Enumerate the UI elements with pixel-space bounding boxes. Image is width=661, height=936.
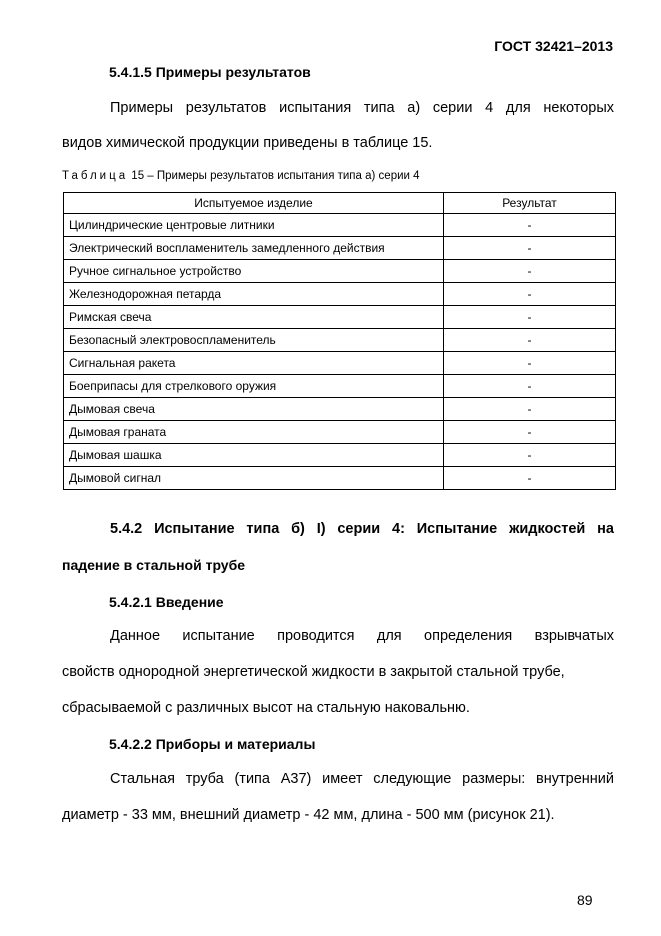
standard-number: ГОСТ 32421–2013 [494,38,613,54]
table-caption [62,170,420,182]
table-row [64,283,616,306]
item-cell: Сигнальная ракета [64,352,444,375]
result-cell: - [444,283,616,306]
item-cell: Дымовая свеча [64,398,444,421]
item-cell: Цилиндрические центровые литники [64,214,444,237]
result-cell: - [444,214,616,237]
result-cell: - [444,352,616,375]
item-cell: Железнодорожная петарда [64,283,444,306]
table-row [64,398,616,421]
table-body [64,214,616,490]
table-row [64,260,616,283]
item-cell: Римская свеча [64,306,444,329]
table-row [64,375,616,398]
table-row [64,467,616,490]
table-header-row [64,193,616,214]
item-cell: Дымовой сигнал [64,467,444,490]
item-cell: Дымовая граната [64,421,444,444]
result-cell: - [444,329,616,352]
paragraph-line: видов химической продукции приведены в таблице 15. [62,135,433,151]
item-cell: Боеприпасы для стрелкового оружия [64,375,444,398]
result-cell: - [444,260,616,283]
paragraph-line: Примеры результатов испытания типа а) серии 4 для некоторых [110,100,614,116]
caption-text: 15 – Примеры результатов испытания типа а) серии 4 [131,170,420,182]
result-cell: - [444,306,616,329]
paragraph-line: Данное испытание проводится для определения взрывчатых [110,628,614,644]
table-row [64,421,616,444]
item-cell: Безопасный электровоспламенитель [64,329,444,352]
result-cell: - [444,237,616,260]
heading-5-4-2-1: 5.4.2.1 Введение [109,594,224,610]
page-number: 89 [577,892,593,908]
heading-5-4-1-5: 5.4.1.5 Примеры результатов [109,64,311,80]
table-row [64,306,616,329]
table-row [64,444,616,467]
paragraph-line: свойств однородной энергетической жидкости в закрытой стальной трубе, [62,664,565,680]
item-cell: Дымовая шашка [64,444,444,467]
result-cell: - [444,398,616,421]
heading-5-4-2-2: 5.4.2.2 Приборы и материалы [109,736,316,752]
result-cell: - [444,375,616,398]
heading-5-4-2-line: 5.4.2 Испытание типа б) I) серии 4: Испытание жидкостей на [110,521,614,537]
column-header-result: Результат [444,193,616,214]
item-cell: Электрический воспламенитель замедленного действия [64,237,444,260]
caption-word: Таблица [62,170,129,182]
table-row [64,237,616,260]
heading-5-4-2-line: падение в стальной трубе [62,557,246,573]
table-row [64,214,616,237]
paragraph-line: диаметр - 33 мм, внешний диаметр - 42 мм, длина - 500 мм (рисунок 21). [62,807,555,823]
result-cell: - [444,467,616,490]
paragraph-line: сбрасываемой с различных высот на стальную наковальню. [62,700,470,716]
paragraph-line: Стальная труба (типа А37) имеет следующие размеры: внутренний [110,771,614,787]
table-row [64,352,616,375]
table-row [64,329,616,352]
item-cell: Ручное сигнальное устройство [64,260,444,283]
result-cell: - [444,444,616,467]
results-table [63,192,616,490]
result-cell: - [444,421,616,444]
column-header-item: Испытуемое изделие [64,193,444,214]
